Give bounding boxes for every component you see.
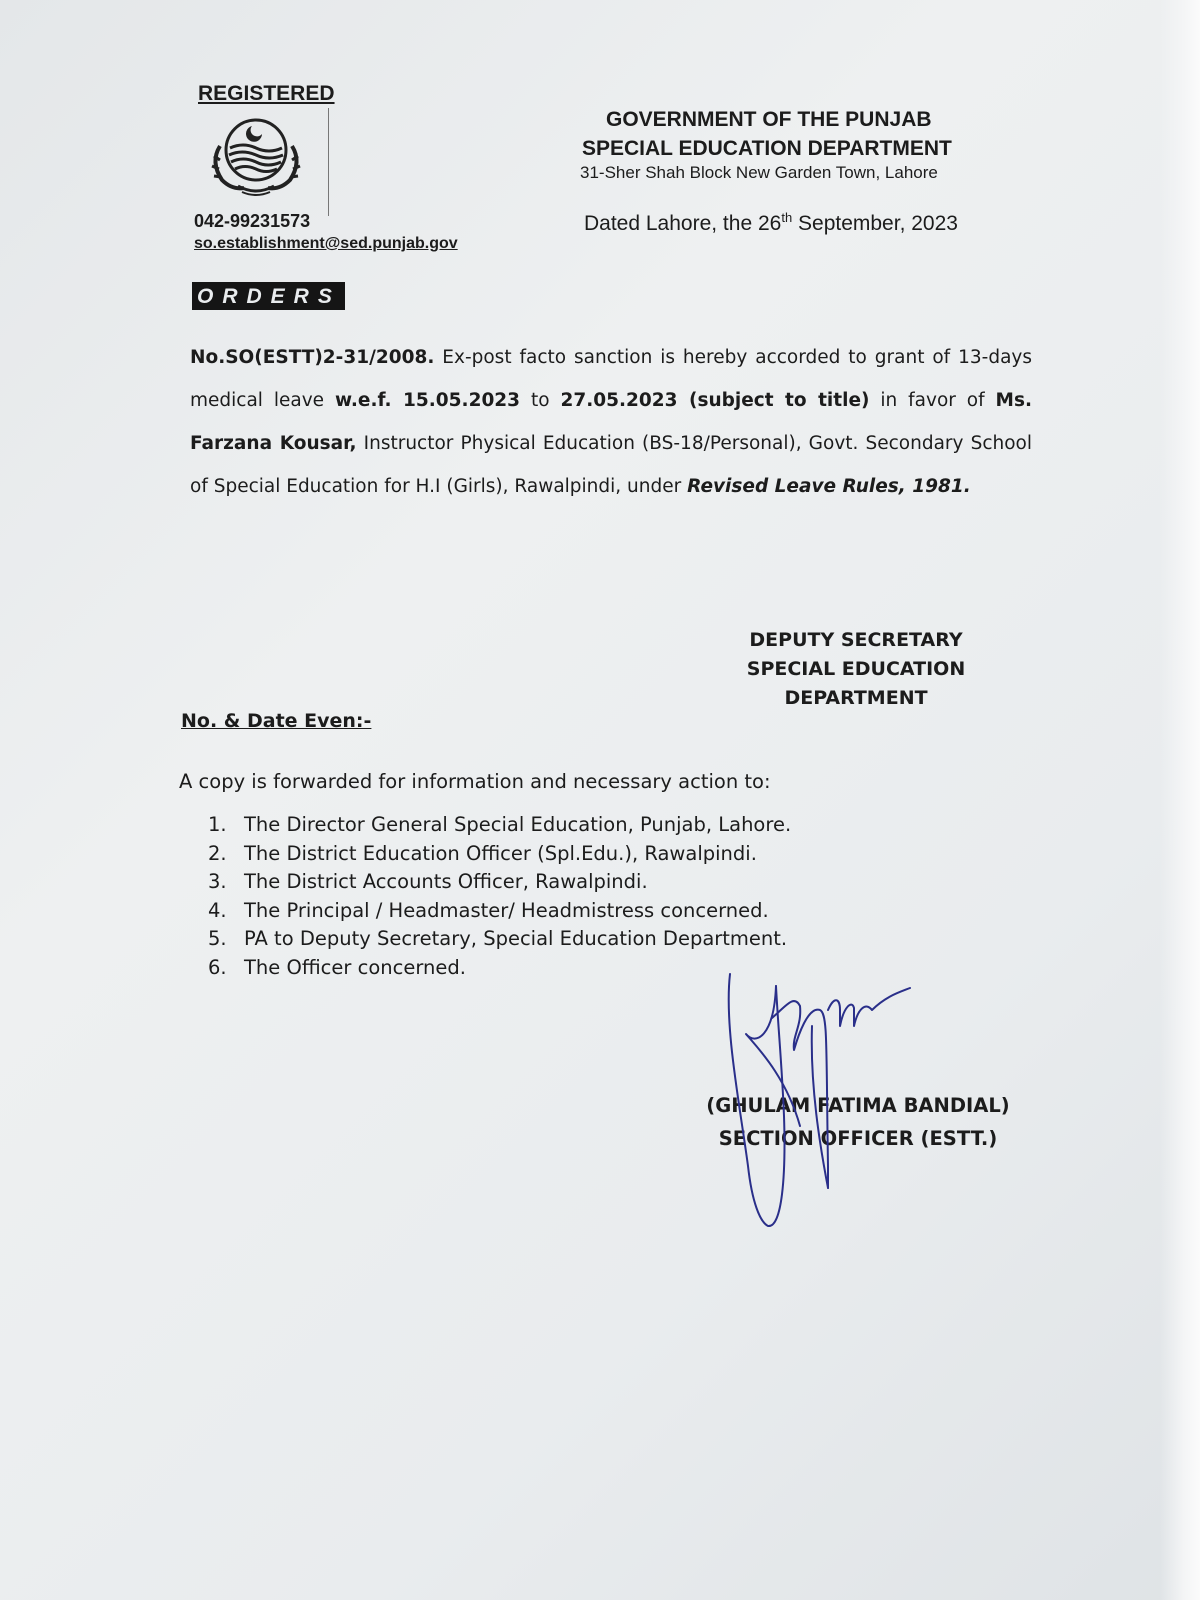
distribution-list	[208, 811, 791, 982]
employee-name: Ms. Farzana Kousar,	[190, 390, 1032, 454]
department-address: 31-Sher Shah Block New Garden Town, Lahore	[580, 163, 938, 182]
order-paragraph: No.SO(ESTT)2-31/2008. Ex-post facto sanction is hereby accorded to grant of 13-days medical leave w.e.f. 15.05.2023 to 27.05.2023 (subject to title) in favor of Ms. Farzana Kousar, Instructor Physical Education (BS-18/Personal), Govt. Secondary School of Special Education for H.I (Girls), Rawalpindi, under Revised Leave Rules, 1981.	[190, 347, 1032, 497]
page-edge-highlight	[1160, 0, 1200, 1600]
officer-name: (GHULAM FATIMA BANDIAL)	[706, 1094, 1010, 1117]
list-item: 1. The Director General Special Education, Punjab, Lahore.	[208, 813, 792, 836]
handwritten-signature-icon	[716, 966, 926, 1230]
phone-number: 042-99231573	[194, 211, 311, 231]
email-address: so.establishment@sed.punjab.gov	[194, 235, 458, 252]
government-heading: GOVERNMENT OF THE PUNJAB	[606, 108, 932, 131]
deputy-secretary-block: DEPUTY SECRETARY SPECIAL EDUCATION DEPARTMENT	[746, 629, 966, 709]
no-date-even-heading: No. & Date Even:-	[181, 710, 372, 732]
registered-mark: REGISTERED	[198, 82, 335, 105]
leave-start: w.e.f. 15.05.2023	[334, 390, 521, 411]
leave-end: 27.05.2023 (subject to title)	[560, 390, 870, 411]
list-item: 3. The District Accounts Officer, Rawalpindi.	[208, 870, 648, 893]
letterhead-divider	[328, 108, 329, 216]
list-item: 6. The Officer concerned.	[208, 955, 466, 979]
leave-rules: Revised Leave Rules, 1981.	[687, 476, 971, 497]
officer-title: SECTION OFFICER (ESTT.)	[718, 1127, 998, 1150]
dated-line: Dated Lahore, the 26th September, 2023	[584, 210, 958, 235]
list-item: 4. The Principal / Headmaster/ Headmistress concerned.	[208, 898, 769, 922]
department-heading: SPECIAL EDUCATION DEPARTMENT	[582, 137, 952, 160]
orders-heading: ORDERS	[192, 282, 345, 310]
list-item: 2. The District Education Officer (Spl.Edu.), Rawalpindi.	[208, 841, 757, 865]
punjab-government-seal-icon	[200, 112, 312, 202]
copy-forwarded-intro: A copy is forwarded for information and necessary action to:	[179, 770, 771, 793]
order-reference: No.SO(ESTT)2-31/2008.	[190, 347, 435, 368]
list-item: 5. PA to Deputy Secretary, Special Education Department.	[208, 927, 788, 950]
